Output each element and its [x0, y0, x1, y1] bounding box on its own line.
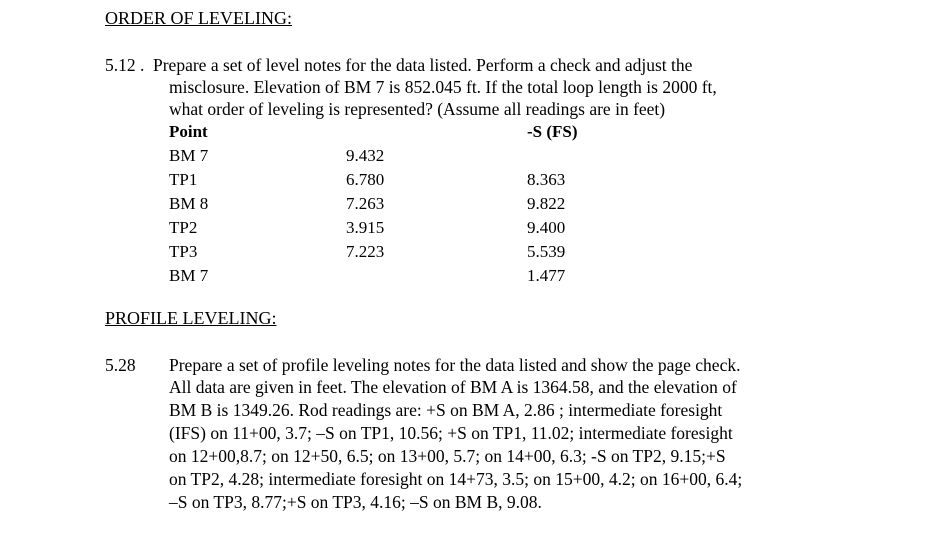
table-cell-point: TP2 — [169, 218, 198, 237]
table-cell-point: TP3 — [169, 242, 198, 261]
table-cell-bs: 3.915 — [346, 218, 385, 237]
problem-5-12-line-2: misclosure. Elevation of BM 7 is 852.045 ft. If the total loop length is 2000 ft, — [169, 77, 717, 97]
problem-5-28-line-5: on 12+00,8.7; on 12+50, 6.5; on 13+00, 5.7; on 14+00, 6.3; -S on TP2, 9.15;+S — [169, 446, 726, 466]
table-cell-bs: 7.223 — [346, 242, 385, 261]
problem-5-28-line-1: Prepare a set of profile leveling notes for the data listed and show the page check. — [169, 355, 741, 375]
table-cell-point: BM 7 — [169, 266, 209, 285]
problem-number-5-28: 5.28 — [105, 355, 136, 375]
table-header-fs: -S (FS) — [527, 122, 578, 141]
table-cell-point: BM 8 — [169, 194, 209, 213]
table-cell-bs: 7.263 — [346, 194, 385, 213]
table-cell-fs: 1.477 — [527, 266, 566, 285]
table-cell-fs: 5.539 — [527, 242, 566, 261]
table-cell-point: BM 7 — [169, 146, 209, 165]
problem-5-12-line-3: what order of leveling is represented? (Assume all readings are in feet) — [169, 99, 666, 119]
table-cell-fs: 8.363 — [527, 170, 566, 189]
table-cell-bs: 6.780 — [346, 170, 385, 189]
table-cell-fs: 9.822 — [527, 194, 566, 213]
problem-5-28-line-2: All data are given in feet. The elevation of BM A is 1364.58, and the elevation of — [169, 377, 737, 397]
table-cell-fs: 9.400 — [527, 218, 566, 237]
problem-5-12-line-1: Prepare a set of level notes for the data listed. Perform a check and adjust the — [153, 55, 693, 75]
table-header-point: Point — [169, 122, 208, 141]
problem-number-5-12: 5.12 . — [105, 55, 145, 75]
table-cell-bs: 9.432 — [346, 146, 385, 165]
table-cell-point: TP1 — [169, 170, 198, 189]
problem-5-28-line-4: (IFS) on 11+00, 3.7; –S on TP1, 10.56; +S on TP1, 11.02; intermediate foresight — [169, 423, 733, 443]
section-heading-profile-leveling: PROFILE LEVELING: — [105, 308, 277, 328]
problem-5-28-line-6: on TP2, 4.28; intermediate foresight on 14+73, 3.5; on 15+00, 4.2; on 16+00, 6.4; — [169, 469, 743, 489]
problem-5-28-line-7: –S on TP3, 8.77;+S on TP3, 4.16; –S on BM B, 9.08. — [169, 492, 542, 512]
section-heading-order-of-leveling: ORDER OF LEVELING: — [105, 8, 292, 28]
problem-5-28-line-3: BM B is 1349.26. Rod readings are: +S on BM A, 2.86 ; intermediate foresight — [169, 400, 723, 420]
